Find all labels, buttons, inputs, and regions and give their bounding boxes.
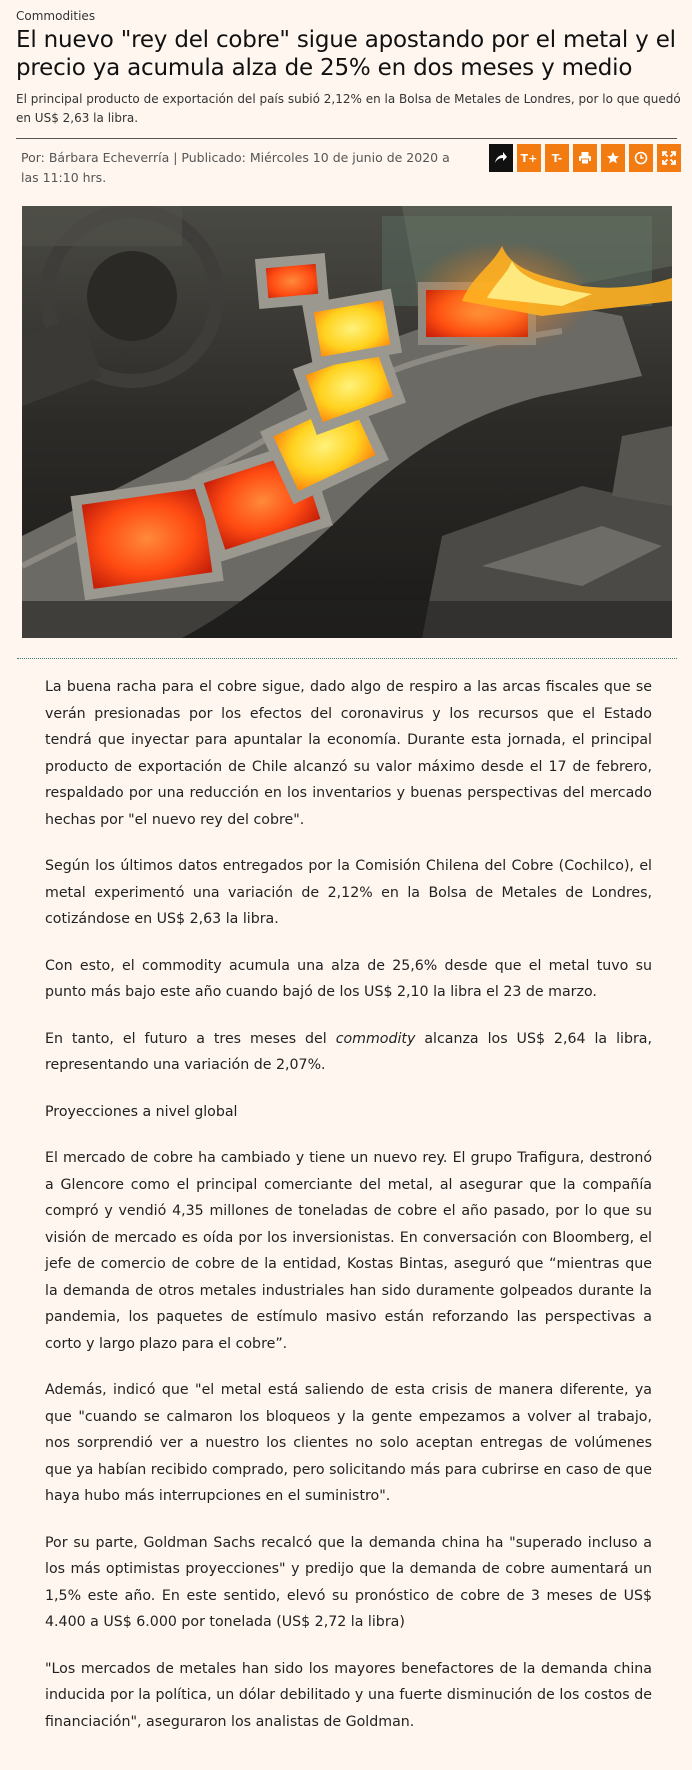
paragraph-text: alcanza los US$ 2,64 la libra, representando una variación de 2,07%. xyxy=(45,1030,653,1073)
article-toolbar xyxy=(489,144,681,172)
paragraph: La buena racha para el cobre sigue, dado algo de respiro a las arcas fiscales que se verán presionadas por los efectos del coronavirus y los recursos que el Estado tendrá que inyectar para apuntalar la economía. Durante esta jornada, el principal producto de exportación de Chile alcanzó su valor máximo desde el 17 de febrero, respaldado por una reducción en los inventarios y buenas perspectivas del mercado hechas por "el nuevo rey del cobre". xyxy=(45,679,652,828)
paragraph: Según los últimos datos entregados por la Comisión Chilena del Cobre (Cochilco), el metal experimentó una variación de 2,12% en la Bolsa de Metales de Londres, cotizándose en US$ 2,63 la libra. xyxy=(45,858,652,927)
byline-divider xyxy=(16,138,677,139)
font-decrease-button[interactable]: T- xyxy=(545,144,569,172)
article-title: El nuevo "rey del cobre" sigue apostando por el metal y el precio ya acumula alza de 25% en dos meses y medio xyxy=(16,27,676,81)
emphasis-text: commodity xyxy=(335,1030,416,1047)
paragraph: Además, indicó que "el metal está saliendo de esta crisis de manera diferente, ya que "cuando se calmaron los bloqueos y la gente empezamos a volver al trabajo, nos sorprendió ver a nuestro los clientes no solo aceptan entregas de volúmenes que ya habían recibido comprado, pero solicitando más para cubrirse en caso de que haya hubo más interrupciones en el suministro". xyxy=(45,1382,652,1504)
article-subtitle: El principal producto de exportación del país subió 2,12% en la Bolsa de Metales de Londres, por lo que quedó en US$ 2,63 la libra. xyxy=(16,92,681,125)
history-button[interactable] xyxy=(629,144,653,172)
star-icon xyxy=(606,151,620,165)
paragraph-text: En tanto, el futuro a tres meses del xyxy=(45,1030,336,1047)
hero-image xyxy=(22,206,672,638)
article-byline: Por: Bárbara Echeverría | Publicado: Miércoles 10 de junio de 2020 a las 11:10 hrs. xyxy=(21,150,450,185)
favorite-button[interactable] xyxy=(601,144,625,172)
paragraph: Por su parte, Goldman Sachs recalcó que la demanda china ha "superado incluso a los más optimistas proyecciones" y predijo que la demanda de cobre aumentará un 1,5% este año. En este sentido, elevó su pronóstico de cobre de 3 meses de US$ 4.400 a US$ 6.000 por tonelada (US$ 2,72 la libra) xyxy=(45,1534,652,1630)
section-label[interactable]: Commodities xyxy=(16,9,96,23)
print-button[interactable] xyxy=(573,144,597,172)
clock-icon xyxy=(634,151,648,165)
section-subheading: Proyecciones a nivel global xyxy=(45,1103,238,1120)
printer-icon xyxy=(578,151,592,165)
paragraph: Con esto, el commodity acumula una alza de 25,6% desde que el metal tuvo su punto más bajo este año cuando bajó de los US$ 2,10 la libra el 23 de marzo. xyxy=(45,957,652,1000)
expand-icon xyxy=(662,151,676,165)
share-button[interactable] xyxy=(489,144,513,172)
molten-copper-molds-photo xyxy=(22,206,672,638)
article-body xyxy=(45,674,652,1735)
paragraph: "Los mercados de metales han sido los mayores benefactores de la demanda china inducida por la política, un dólar debilitado y una fuerte disminución de los costos de financiación", aseguraron los analistas de Goldman. xyxy=(45,1660,652,1730)
font-increase-button[interactable]: T+ xyxy=(517,144,541,172)
article-divider xyxy=(17,658,677,659)
share-arrow-icon xyxy=(494,151,508,165)
paragraph: El mercado de cobre ha cambiado y tiene un nuevo rey. El grupo Trafigura, destronó a Glencore como el principal comerciante del metal, al asegurar que la compañía compró y vendió 4,35 millones de toneladas de cobre el año pasado, por lo que su visión de mercado es oída por los inversionistas. En conversación con Bloomberg, el jefe de comercio de cobre de la entidad, Kostas Bintas, aseguró que “mientras que la demanda de otros metales industriales han sido duramente golpeados durante la pandemia, los paquetes de estímulo masivo están reforzando las perspectivas a corto y largo plazo para el cobre”. xyxy=(45,1150,652,1352)
paragraph xyxy=(45,1026,652,1079)
fullscreen-button[interactable] xyxy=(657,144,681,172)
